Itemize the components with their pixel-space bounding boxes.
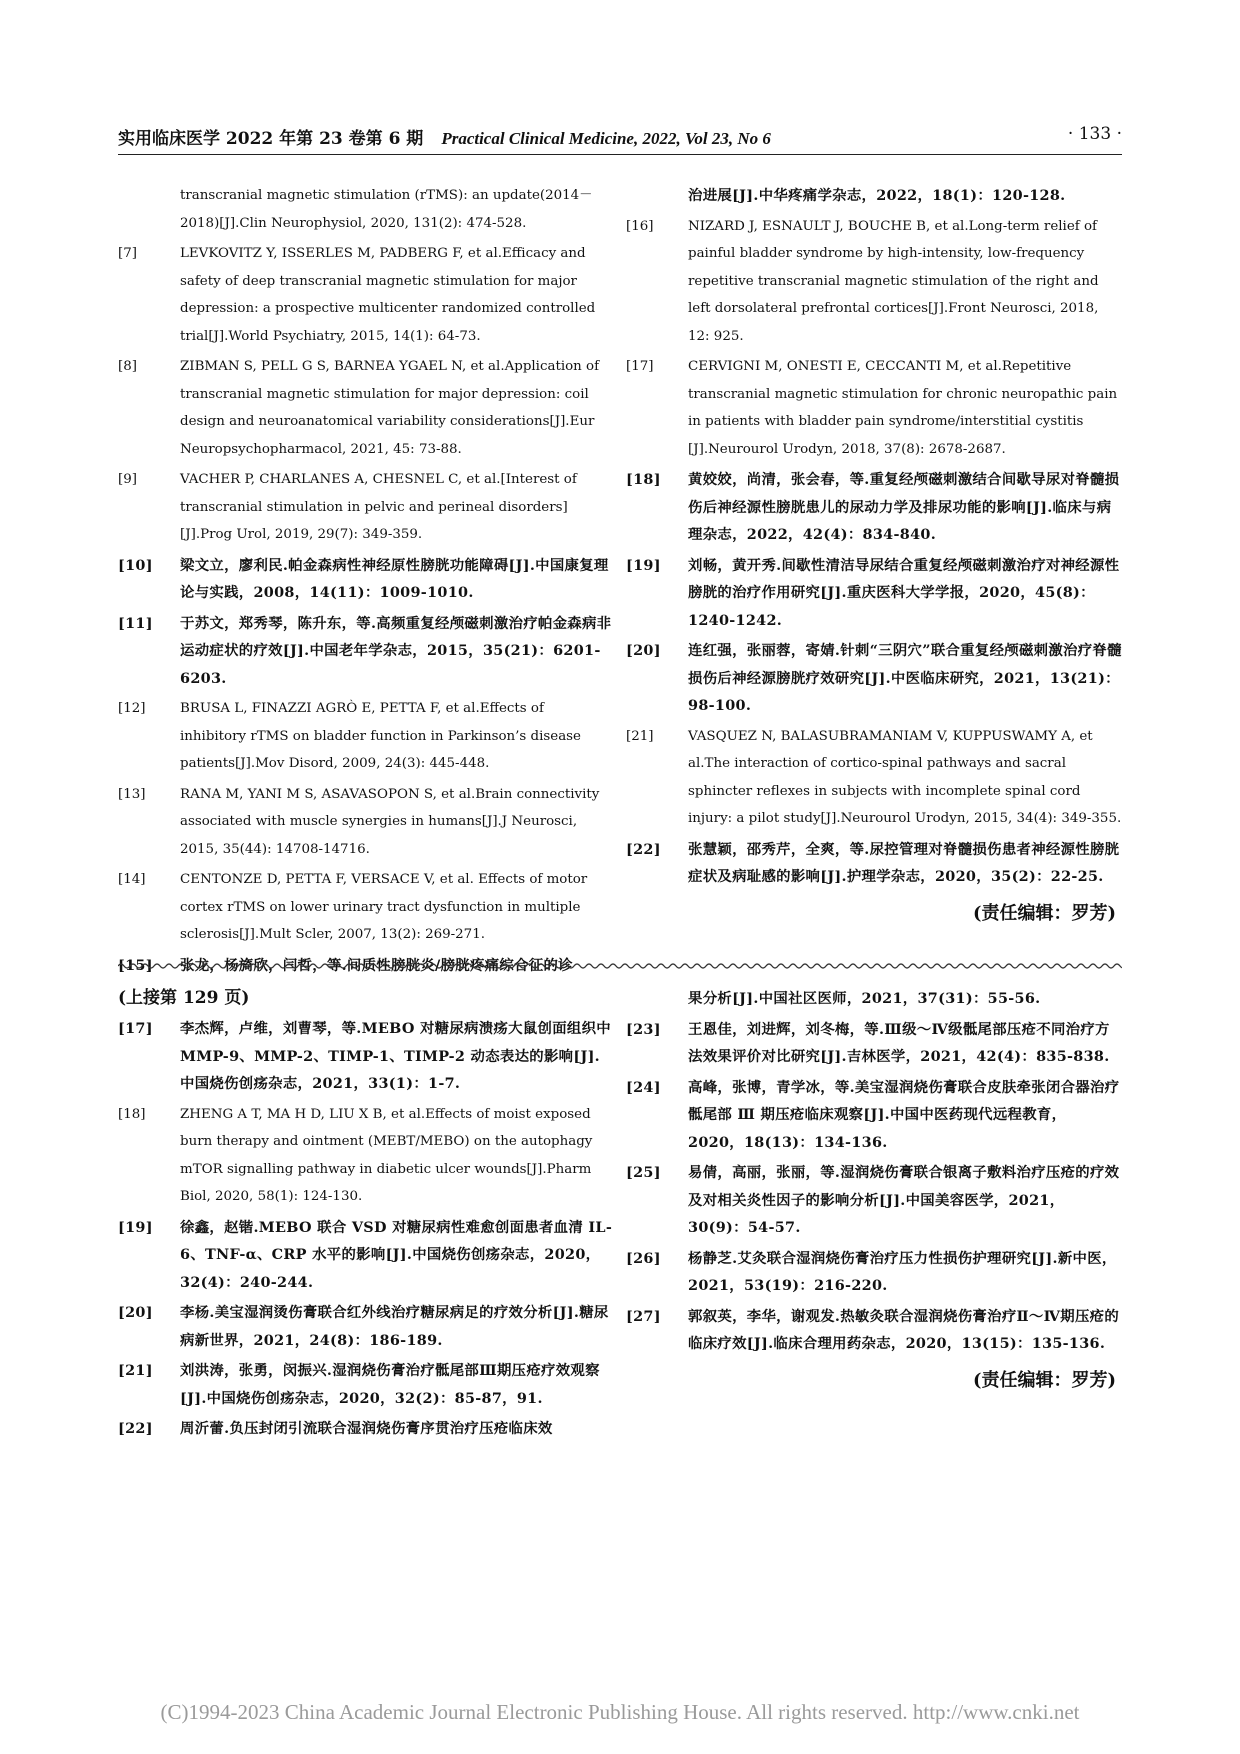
reference-entry [118, 466, 614, 549]
reference-entry [626, 836, 1122, 891]
reference-number: [13] [118, 786, 146, 802]
journal-title [118, 124, 771, 149]
reference-entry [118, 866, 614, 949]
reference-number: [18] [626, 471, 661, 488]
reference-number: [17] [118, 1020, 153, 1037]
reference-number: [15] [118, 956, 153, 974]
reference-entry [118, 552, 614, 607]
reference-entry [118, 781, 614, 864]
reference-number: [20] [118, 1304, 153, 1321]
reference-entry [626, 353, 1122, 463]
reference-number: [17] [626, 359, 654, 374]
reference-text: CERVIGNI M, ONESTI E, CECCANTI M, et al.Repetitive transcranial magnetic stimulation for chronic neuropathic pain in patients with bladder pain syndrome/interstitial cystitis [J].Neurourol Urodyn, 2018, 37(8): 2678-2687. [688, 359, 1118, 457]
reference-number: [18] [118, 1106, 146, 1122]
reference-text: NIZARD J, ESNAULT J, BOUCHE B, et al.Long-term relief of painful bladder syndrome by high-intensity, low-frequency repetitive transcranial magnetic stimulation of the right and left dorsolateral prefrontal cortices[J].Front Neurosci, 2018, 12: 925. [688, 218, 1099, 344]
reference-number: [8] [118, 359, 137, 374]
reference-number: [25] [626, 1164, 661, 1181]
bottom-right-column [626, 985, 1122, 1392]
reference-number: [19] [626, 556, 661, 574]
reference-entry [626, 552, 1122, 635]
reference-entry [626, 1074, 1122, 1157]
reference-entry [118, 1101, 614, 1211]
reference-text: 刘洪涛，张勇，闵振兴.湿润烧伤膏治疗骶尾部Ⅲ期压疮疗效观察[J].中国烧伤创疡杂志，2020，32(2)：85-87，91. [180, 1362, 600, 1407]
reference-text: 刘畅，黄开秀.间歇性清洁导尿结合重复经颅磁刺激治疗对神经源性膀胱的治疗作用研究[J].重庆医科大学学报，2020，45(8)：1240-1242. [688, 556, 1120, 629]
reference-text: ZIBMAN S, PELL G S, BARNEA YGAEL N, et al.Application of transcranial magnetic stimulation for major depression: coil design and neuroanatomical variability considerations[J].Eur Neuropsychopharmacol, 2021, 45: 73-88. [180, 359, 600, 457]
reference-text: VACHER P, CHARLANES A, CHESNEL C, et al.[Interest of transcranial stimulation in pelvic and perineal disorders][J].Prog Urol, 2019, 29(7): 349-359. [180, 472, 577, 542]
reference-number: [21] [118, 1362, 153, 1379]
reference-text: 高峰，张博，青学冰，等.美宝湿润烧伤膏联合皮肤牵张闭合器治疗骶尾部 Ⅲ 期压疮临床观察[J].中国中医药现代远程教育，2020，18(13)：134-136. [688, 1078, 1120, 1151]
top-right-column [626, 182, 1122, 925]
reference-text: transcranial magnetic stimulation (rTMS): an update(2014－2018)[J].Clin Neurophysiol, 2020, 131(2): 474-528. [180, 188, 593, 231]
reference-entry [626, 1303, 1122, 1358]
reference-entry [626, 723, 1122, 833]
continued-from-label: (上接第 129 页) [118, 988, 250, 1008]
section-divider [118, 962, 1122, 970]
reference-number: [21] [626, 728, 654, 744]
reference-text: RANA M, YANI M S, ASAVASOPON S, et al.Brain connectivity associated with muscle synergies in humans[J].J Neurosci, 2015, 35(44): 14708-14716. [180, 786, 600, 857]
reference-entry [626, 1159, 1122, 1242]
page-number: · 133 · [1067, 124, 1122, 144]
reference-text: 于苏文，郑秀琴，陈升东，等.高频重复经颅磁刺激治疗帕金森病非运动症状的疗效[J].中国老年学杂志，2015，35(21)：6201-6203. [180, 614, 612, 687]
reference-text: BRUSA L, FINAZZI AGRÒ E, PETTA F, et al.Effects of inhibitory rTMS on bladder function in Parkinson’s disease patients[J].Mov Disord, 2009, 24(3): 445-448. [180, 701, 581, 771]
top-left-column [118, 182, 614, 982]
reference-number: [26] [626, 1249, 661, 1267]
reference-text: 治进展[J].中华疼痛学杂志，2022，18(1)：120-128. [688, 187, 1066, 204]
bottom-left-references [118, 1015, 614, 1443]
bottom-left-column [118, 985, 614, 1446]
reference-entry [118, 1214, 614, 1297]
reference-text: CENTONZE D, PETTA F, VERSACE V, et al. Effects of motor cortex rTMS on lower urinary tract dysfunction in multiple sclerosis[J].Mult Scler, 2007, 13(2): 269-271. [180, 872, 588, 942]
running-header [118, 120, 1122, 155]
bottom-right-references [626, 985, 1122, 1358]
reference-entry [626, 985, 1122, 1013]
reference-text: LEVKOVITZ Y, ISSERLES M, PADBERG F, et al.Efficacy and safety of deep transcranial magnetic stimulation for major depression: a prospective multicenter randomized controlled trial[J].World Psychiatry, 2015, 14(1): 64-73. [180, 246, 596, 344]
reference-number: [22] [626, 840, 661, 858]
reference-text: 杨静芝.艾灸联合湿润烧伤膏治疗压力性损伤护理研究[J].新中医，2021，53(19)：216-220. [688, 1249, 1117, 1294]
reference-number: [14] [118, 872, 146, 887]
reference-entry [118, 1357, 614, 1412]
reference-text: 张龙，杨旖欣，闫哲，等.间质性膀胱炎/膀胱疼痛综合征的诊 [180, 956, 573, 974]
reference-number: [23] [626, 1020, 661, 1038]
reference-text: VASQUEZ N, BALASUBRAMANIAM V, KUPPUSWAMY A, et al.The interaction of cortico-spinal pathways and sacral sphincter reflexes in subjects with incomplete spinal cord injury: a pilot study[J].Neurourol Urodyn, 2015, 34(4): 349-355. [688, 728, 1122, 826]
reference-number: [24] [626, 1078, 661, 1096]
reference-entry [626, 1016, 1122, 1071]
journal-title-en: Practical Clinical Medicine, 2022, Vol 23, No 6 [441, 129, 771, 148]
reference-text: ZHENG A T, MA H D, LIU X B, et al.Effects of moist exposed burn therapy and ointment (MEBT/MEBO) on the autophagy mTOR signalling pathway in diabetic ulcer wounds[J].Pharm Biol, 2020, 58(1): 124-130. [180, 1106, 593, 1204]
reference-text: 黄姣姣，尚清，张会春，等.重复经颅磁刺激结合间歇导尿对脊髓损伤后神经源性膀胱患儿的尿动力学及排尿功能的影响[J].临床与病理杂志，2022，42(4)：834-840. [688, 471, 1120, 543]
reference-text: 王恩佳，刘进辉，刘冬梅，等.Ⅲ级～Ⅳ级骶尾部压疮不同治疗方法效果评价对比研究[J].吉林医学，2021，42(4)：835-838. [688, 1020, 1110, 1065]
reference-entry [118, 695, 614, 778]
reference-number: [11] [118, 614, 153, 632]
editor-note-bottom: (责任编辑：罗芳) [972, 1369, 1116, 1391]
editor-note-top: (责任编辑：罗芳) [972, 902, 1116, 924]
reference-text: 徐鑫，赵锴.MEBO 联合 VSD 对糖尿病性难愈创面患者血清 IL-6、TNF-α、CRP 水平的影响[J].中国烧伤创疡杂志，2020，32(4)：240-244. [180, 1218, 613, 1291]
reference-number: [9] [118, 472, 137, 487]
journal-title-cn: 实用临床医学 2022 年第 23 卷第 6 期 [118, 129, 424, 149]
reference-text: 李杰辉，卢维，刘曹琴，等.MEBO 对糖尿病溃疡大鼠创面组织中 MMP-9、MMP-2、TIMP-1、TIMP-2 动态表达的影响[J].中国烧伤创疡杂志，2021，33(1)：1-7. [180, 1020, 611, 1092]
reference-number: [10] [118, 556, 153, 574]
reference-number: [7] [118, 246, 137, 261]
copyright-footer: (C)1994-2023 China Academic Journal Electronic Publishing House. All rights reserved. http://www.cnki.net [160, 1700, 1080, 1724]
reference-entry [626, 466, 1122, 549]
reference-entry [626, 1245, 1122, 1300]
reference-number: [19] [118, 1218, 153, 1236]
reference-text: 李杨.美宝湿润烫伤膏联合红外线治疗糖尿病足的疗效分析[J].糖尿病新世界，2021，24(8)：186-189. [180, 1304, 609, 1349]
reference-entry [118, 1415, 614, 1443]
reference-text: 张慧颖，邵秀芹，全爽，等.尿控管理对脊髓损伤患者神经源性膀胱症状及病耻感的影响[J].护理学杂志，2020，35(2)：22-25. [688, 840, 1120, 885]
reference-text: 郭叙英，李华，谢观发.热敏灸联合湿润烧伤膏治疗Ⅱ～Ⅳ期压疮的临床疗效[J].临床合理用药杂志，2020，13(15)：135-136. [688, 1307, 1120, 1352]
reference-text: 连红强，张丽蓉，寄婧.针刺“三阴穴”联合重复经颅磁刺激治疗脊髓损伤后神经源膀胱疗效研究[J].中医临床研究，2021，13(21)：98-100. [688, 642, 1122, 714]
top-right-references [626, 182, 1122, 891]
reference-number: [16] [626, 218, 654, 234]
reference-entry [118, 353, 614, 463]
reference-number: [27] [626, 1307, 661, 1325]
reference-text: 梁文立，廖利民.帕金森病性神经原性膀胱功能障碍[J].中国康复理论与实践，2008，14(11)：1009-1010. [180, 556, 609, 601]
reference-text: 易倩，高丽，张丽，等.湿润烧伤膏联合银离子敷料治疗压疮的疗效及对相关炎性因子的影响分析[J].中国美容医学，2021，30(9)：54-57. [688, 1164, 1120, 1236]
reference-text: 果分析[J].中国社区医师，2021，37(31)：55-56. [688, 990, 1041, 1007]
reference-entry [118, 610, 614, 693]
reference-number: [20] [626, 642, 661, 659]
reference-text: 周沂蕾.负压封闭引流联合湿润烧伤膏序贯治疗压疮临床效 [180, 1420, 553, 1437]
reference-number: [12] [118, 701, 146, 716]
reference-entry [626, 182, 1122, 210]
reference-entry [118, 1015, 614, 1098]
reference-entry [626, 213, 1122, 351]
reference-entry [118, 182, 614, 237]
reference-entry [118, 1299, 614, 1354]
reference-entry [118, 240, 614, 350]
reference-number: [22] [118, 1420, 153, 1437]
reference-entry [626, 637, 1122, 720]
